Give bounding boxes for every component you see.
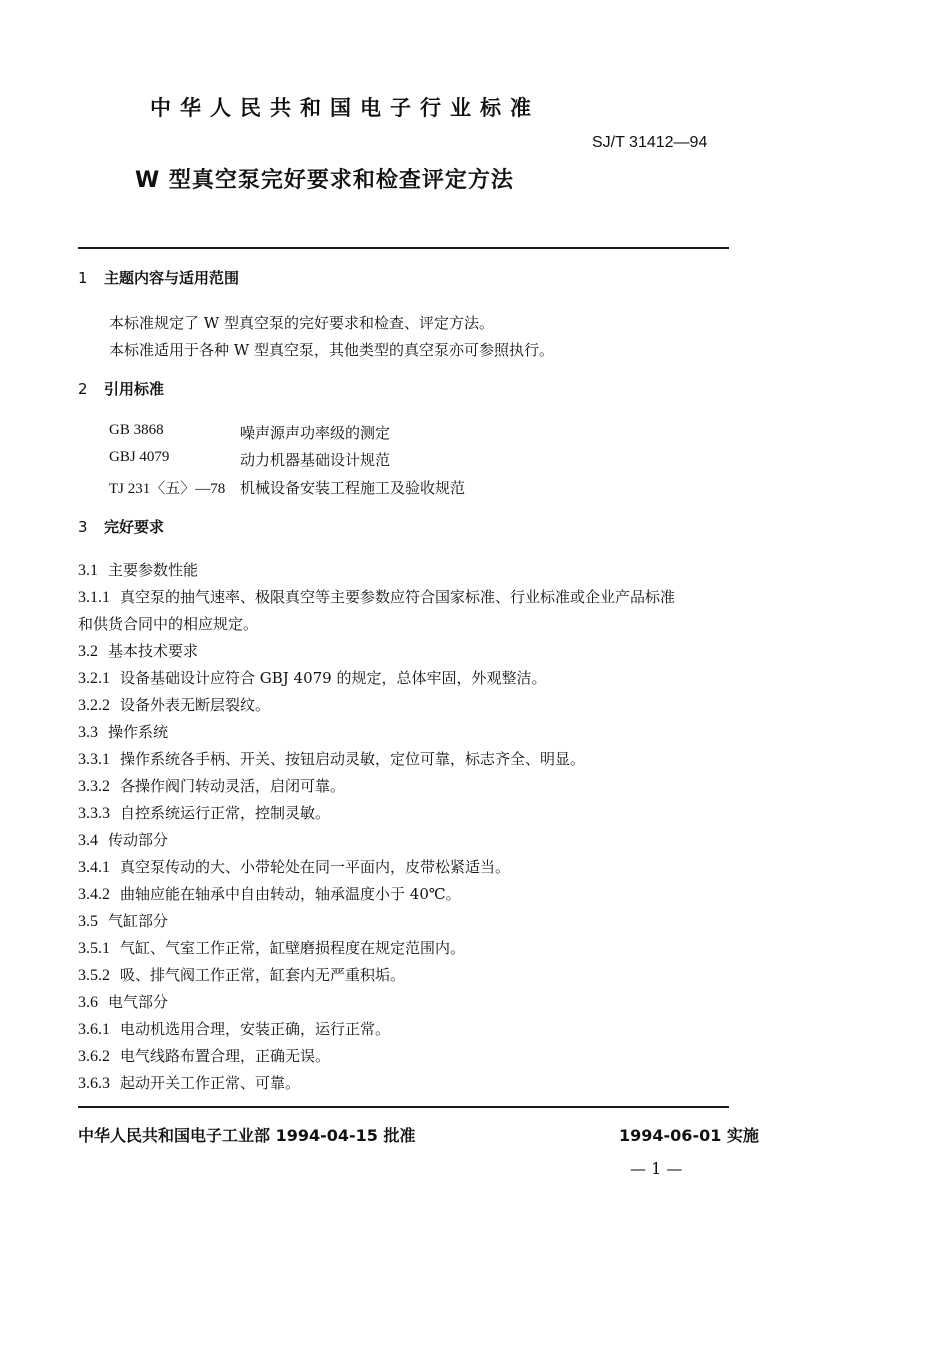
reference-name: 噪声源声功率级的测定: [240, 424, 391, 442]
clause-text: 传动部分: [108, 831, 169, 849]
clause-text: 电气线路布置合理，正确无误。: [120, 1047, 331, 1065]
header-divider: [78, 247, 729, 249]
clause-item: [78, 1045, 330, 1066]
clause-text: 主要参数性能: [108, 561, 199, 579]
reference-name: 机械设备安装工程施工及验收规范: [240, 479, 466, 497]
section-3-number: 3: [78, 518, 88, 536]
clause-number: 3.3.3: [78, 805, 110, 822]
clause-number: 3.3.2: [78, 778, 110, 795]
clause-number: 3.4: [78, 832, 98, 849]
clause-number: 3.6.3: [78, 1075, 110, 1092]
clause-number: 3.2: [78, 643, 98, 660]
effective-date: 1994-06-01 实施: [619, 1126, 759, 1145]
section-1-title: 主题内容与适用范围: [104, 269, 240, 287]
section-1-paragraph-2: 本标准适用于各种 W 型真空泵，其他类型的真空泵亦可参照执行。: [109, 341, 554, 359]
clause-item: [78, 856, 510, 877]
footer-divider: [78, 1106, 729, 1108]
approval-statement: 中华人民共和国电子工业部 1994-04-15 批准: [78, 1126, 416, 1145]
clause-number: 3.6.1: [78, 1021, 110, 1038]
clause-item: [78, 883, 461, 904]
clause-text: 操作系统各手柄、开关、按钮启动灵敏，定位可靠，标志齐全、明显。: [120, 750, 586, 768]
clause-text: 基本技术要求: [108, 642, 199, 660]
clause-text: 真空泵的抽气速率、极限真空等主要参数应符合国家标准、行业标准或企业产品标准: [120, 588, 676, 606]
page-number: — 1 —: [630, 1159, 683, 1178]
clause-text: 设备外表无断层裂纹。: [120, 696, 271, 714]
clause-item: [78, 775, 345, 796]
clause-number: 3.6: [78, 994, 98, 1011]
clause-number: 3.6.2: [78, 1048, 110, 1065]
clause-item: [78, 937, 465, 958]
clause-item: [78, 559, 198, 580]
clause-number: 3.5.2: [78, 967, 110, 984]
clause-item: [78, 802, 330, 823]
clause-text: 气缸、气室工作正常，缸壁磨损程度在规定范围内。: [120, 939, 466, 957]
section-3-heading: [78, 516, 164, 537]
clause-number: 3.2.1: [78, 670, 110, 687]
clause-item: [78, 640, 198, 661]
section-2-number: 2: [78, 380, 88, 398]
reference-code: GBJ 4079: [109, 449, 170, 465]
reference-name: 动力机器基础设计规范: [240, 451, 391, 469]
clause-item: [78, 910, 168, 931]
clause-text: 电动机选用合理，安装正确，运行正常。: [120, 1020, 391, 1038]
clause-text: 自控系统运行正常，控制灵敏。: [120, 804, 331, 822]
clause-item: [78, 667, 547, 688]
clause-text: 起动开关工作正常、可靠。: [120, 1074, 301, 1092]
standard-code: SJ/T 31412—94: [592, 134, 708, 151]
clause-text: 吸、排气阀工作正常，缸套内无严重积垢。: [120, 966, 406, 984]
issuing-org-header: 中华人民共和国电子行业标准: [150, 96, 540, 120]
section-3-title: 完好要求: [104, 518, 165, 536]
clause-item: [78, 1018, 390, 1039]
clause-item: [78, 748, 585, 769]
section-1-paragraph-1: 本标准规定了 W 型真空泵的完好要求和检查、评定方法。: [109, 314, 494, 332]
clause-item: [78, 694, 270, 715]
section-1-heading: [78, 267, 239, 288]
clause-item: [78, 991, 168, 1012]
clause-number: 3.5.1: [78, 940, 110, 957]
clause-item: [78, 721, 168, 742]
reference-code: GB 3868: [109, 422, 164, 438]
clause-item: [78, 964, 405, 985]
clause-text: 操作系统: [108, 723, 169, 741]
clause-number: 3.4.2: [78, 886, 110, 903]
clause-number: 3.1: [78, 562, 98, 579]
clause-text: 设备基础设计应符合 GBJ 4079 的规定，总体牢固，外观整洁。: [120, 669, 547, 687]
clause-text: 真空泵传动的大、小带轮处在同一平面内，皮带松紧适当。: [120, 858, 511, 876]
clause-number: 3.2.2: [78, 697, 110, 714]
clause-text: 曲轴应能在轴承中自由转动，轴承温度小于 40℃。: [120, 885, 461, 903]
section-1-number: 1: [78, 269, 88, 287]
clause-number: 3.4.1: [78, 859, 110, 876]
clause-continuation: [78, 613, 258, 634]
clause-number: 3.3: [78, 724, 98, 741]
clause-number: 3.3.1: [78, 751, 110, 768]
clause-number: 3.1.1: [78, 589, 110, 606]
clause-text: 电气部分: [108, 993, 169, 1011]
section-2-title: 引用标准: [104, 380, 165, 398]
clause-item: [78, 586, 675, 607]
document-title: W 型真空泵完好要求和检查评定方法: [135, 168, 514, 193]
clause-text: 气缸部分: [108, 912, 169, 930]
clause-item: [78, 1072, 300, 1093]
clause-text: 和供货合同中的相应规定。: [78, 615, 259, 633]
clause-number: 3.5: [78, 913, 98, 930]
section-2-heading: [78, 378, 164, 399]
clause-item: [78, 829, 168, 850]
clause-text: 各操作阀门转动灵活，启闭可靠。: [120, 777, 346, 795]
reference-code: TJ 231〈五〉—78: [109, 481, 226, 497]
